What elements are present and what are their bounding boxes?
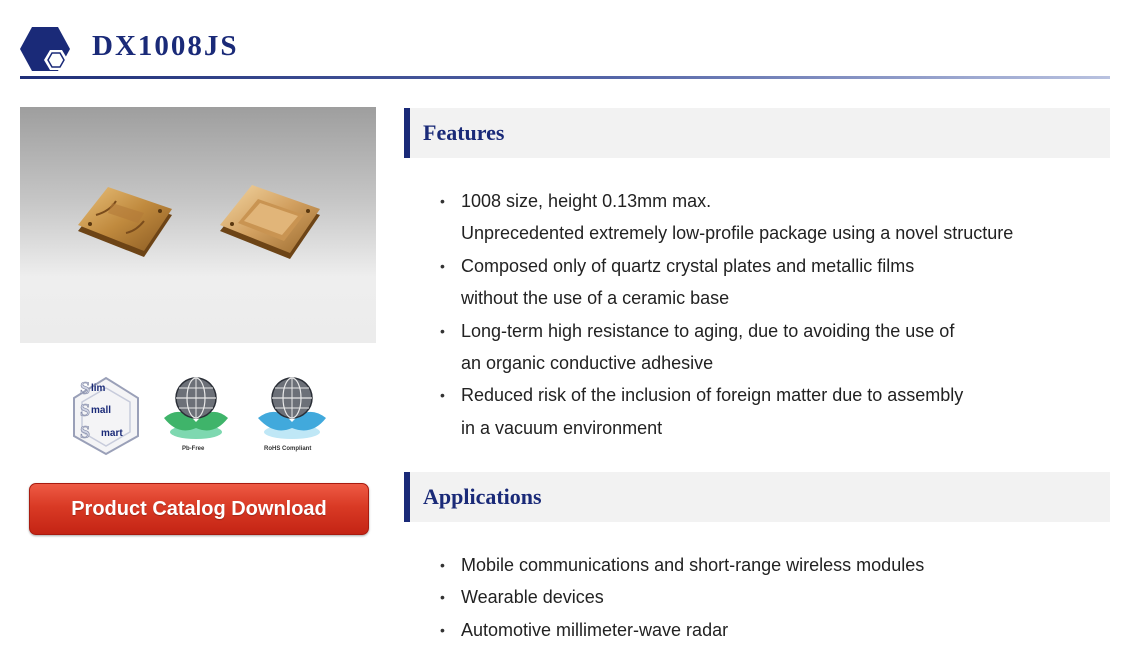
pb-free-globe-icon <box>158 372 234 456</box>
rohs-globe-icon <box>252 372 336 456</box>
list-item: • Long-term high resistance to aging, due to avoiding the use of an organic conductive adhesive <box>440 315 1013 380</box>
hexagon-logo-icon <box>20 26 70 72</box>
chip-left <box>78 187 172 257</box>
features-heading <box>404 108 1110 158</box>
applications-list <box>440 549 924 646</box>
bullet-icon: • <box>440 387 445 404</box>
crystal-packages-illustration <box>20 107 376 343</box>
product-image <box>20 107 376 343</box>
chip-right <box>220 185 320 259</box>
features-heading-text: Features <box>423 120 505 145</box>
smart-label: mart <box>101 428 123 439</box>
applications-heading-text: Applications <box>423 484 542 509</box>
header-divider <box>20 76 1110 79</box>
features-list <box>440 185 1013 444</box>
small-label: mall <box>91 405 112 416</box>
applications-heading <box>404 472 1110 522</box>
certification-badges <box>66 372 336 456</box>
pb-free-caption: Pb-Free <box>182 446 205 452</box>
bullet-icon: • <box>440 193 445 209</box>
bullet-icon: • <box>440 322 445 339</box>
svg-text:S: S <box>80 400 91 420</box>
svg-text:S: S <box>80 378 91 398</box>
list-item: • Automotive millimeter-wave radar <box>440 614 924 646</box>
bullet-icon: • <box>440 589 445 606</box>
bullet-icon: • <box>440 621 445 638</box>
page-header <box>20 26 1110 80</box>
bullet-icon: • <box>440 557 445 573</box>
list-item: • Wearable devices <box>440 581 924 613</box>
svg-text:S: S <box>80 422 91 442</box>
list-item: • 1008 size, height 0.13mm max. Unprecedented extremely low-profile package using a novel structure <box>440 185 1013 250</box>
list-item: • Reduced risk of the inclusion of foreign matter due to assembly in a vacuum environment <box>440 379 1013 444</box>
rohs-caption: RoHS Compliant <box>264 446 312 452</box>
slim-small-smart-icon <box>66 372 146 456</box>
bullet-icon: • <box>440 257 445 274</box>
list-item: • Mobile communications and short-range wireless modules <box>440 549 924 581</box>
page-title: DX1008JS <box>92 30 239 62</box>
list-item: • Composed only of quartz crystal plates and metallic films without the use of a ceramic base <box>440 250 1013 315</box>
slim-label: lim <box>91 383 106 394</box>
product-catalog-download-button[interactable]: Product Catalog Download <box>29 483 369 535</box>
